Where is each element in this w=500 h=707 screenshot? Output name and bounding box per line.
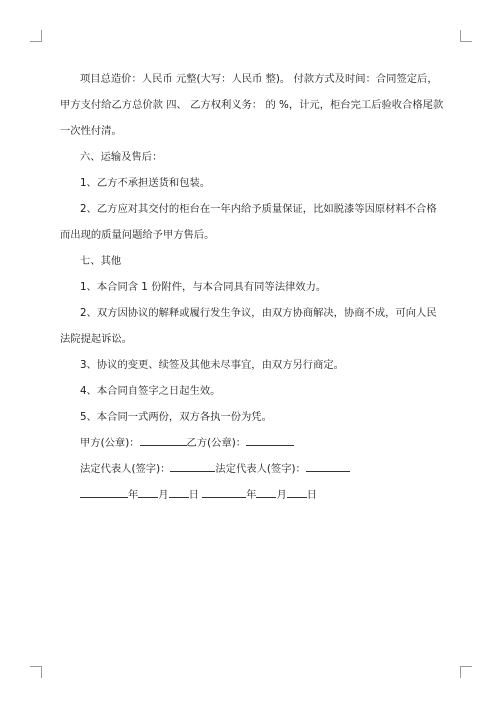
party-b-month-blank bbox=[256, 485, 276, 498]
payment-paragraph-line-2: 甲方支付给乙方总价款 四、 乙方权利义务： 的 %，计元，柜台完工后验收合格尾款 bbox=[60, 99, 444, 111]
party-a-year-blank bbox=[80, 485, 128, 498]
date-line bbox=[60, 482, 445, 508]
party-a-month-label: 月 bbox=[158, 489, 169, 501]
section-7-item-3: 3、协议的变更、续签及其他未尽事宜，由双方另行商定。 bbox=[80, 359, 344, 371]
section-6-item-2-line-2: 而出现的质量问题给予甲方售后。 bbox=[60, 229, 215, 241]
document-body bbox=[60, 66, 445, 508]
section-7-item-4: 4、本合同自签字之日起生效。 bbox=[80, 385, 221, 397]
party-b-seal-label: 乙方(公章)： bbox=[186, 437, 247, 449]
crop-mark-top-right bbox=[460, 30, 472, 42]
party-seal-line bbox=[60, 430, 445, 456]
party-a-representative-label: 法定代表人(签字)： bbox=[80, 463, 171, 475]
crop-mark-top-left bbox=[30, 30, 42, 42]
party-a-representative-blank bbox=[170, 459, 215, 472]
party-a-year-label: 年 bbox=[128, 489, 139, 501]
section-7-item-2-line-1: 2、双方因协议的解释或履行发生争议，由双方协商解决，协商不成，可向人民 bbox=[80, 307, 437, 319]
section-7-heading: 七、其他 bbox=[80, 255, 122, 267]
party-b-day-blank bbox=[287, 485, 307, 498]
section-6-item-2-line-1: 2、乙方应对其交付的柜台在一年内给予质量保证，比如脱漆等因原材料不合格 bbox=[80, 203, 437, 215]
party-b-representative-label: 法定代表人(签字)： bbox=[215, 463, 306, 475]
party-a-day-label: 日 bbox=[188, 489, 199, 501]
representative-line bbox=[60, 456, 445, 482]
crop-mark-bottom-right bbox=[460, 666, 472, 678]
party-a-day-blank bbox=[169, 485, 189, 498]
party-b-year-label: 年 bbox=[246, 489, 257, 501]
section-6-heading: 六、运输及售后： bbox=[80, 151, 163, 163]
payment-paragraph-line-3: 一次性付清。 bbox=[60, 125, 122, 137]
party-a-seal-blank bbox=[140, 433, 187, 446]
section-7-item-5: 5、本合同一式两份，双方各执一份为凭。 bbox=[80, 411, 272, 423]
crop-mark-bottom-left bbox=[30, 666, 42, 678]
party-b-representative-blank bbox=[306, 459, 350, 472]
payment-paragraph-line-1: 项目总造价：人民币 元整(大写：人民币 整)。 付款方式及时间：合同签定后， bbox=[80, 73, 438, 85]
section-6-item-1: 1、乙方不承担送货和包装。 bbox=[80, 177, 211, 189]
party-a-month-blank bbox=[138, 485, 158, 498]
section-7-item-1: 1、本合同含 1 份附件，与本合同具有同等法律效力。 bbox=[80, 281, 327, 293]
party-a-seal-label: 甲方(公章)： bbox=[80, 437, 140, 449]
party-b-seal-blank bbox=[246, 433, 294, 446]
party-b-year-blank bbox=[202, 485, 246, 498]
party-b-month-label: 月 bbox=[276, 489, 287, 501]
party-b-day-label: 日 bbox=[306, 489, 318, 501]
section-7-item-2-line-2: 法院提起诉讼。 bbox=[60, 333, 133, 345]
